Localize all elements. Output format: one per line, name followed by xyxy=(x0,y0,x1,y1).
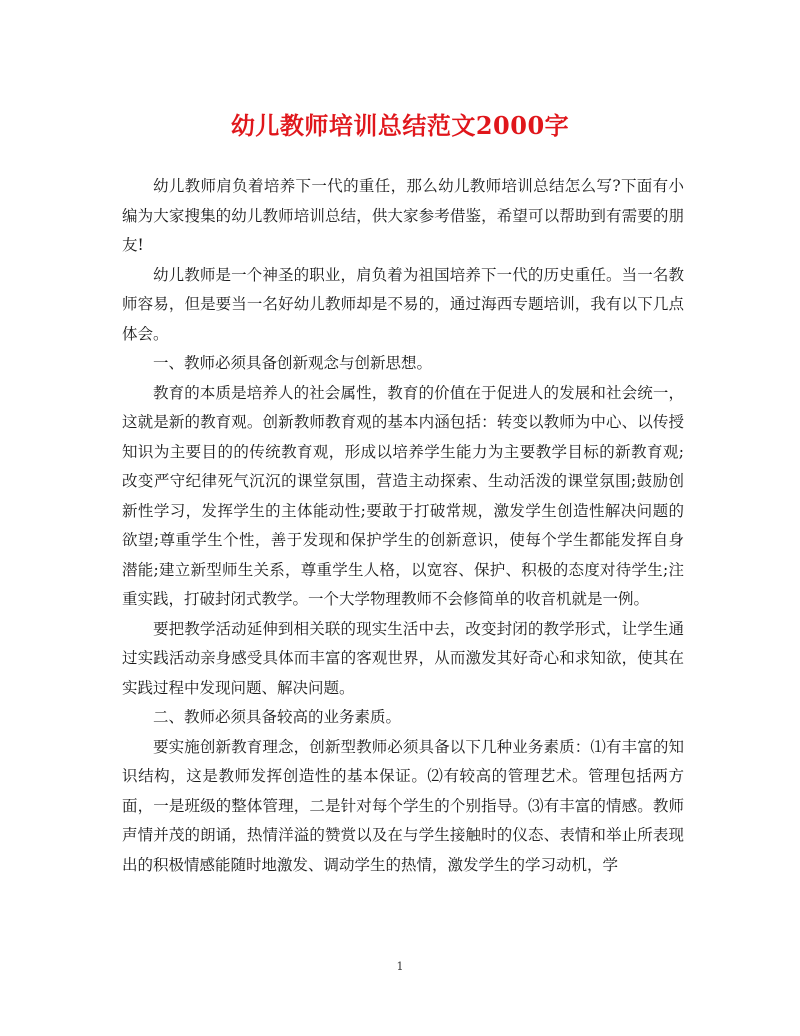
paragraph-practice: 要把教学活动延伸到相关联的现实生活中去，改变封闭的教学形式，让学生通过实践活动亲身感受具体而丰富的客观世界，从而激发其好奇心和求知欲，使其在实践过程中发现问题、解决问题。 xyxy=(122,619,684,697)
document-body xyxy=(122,172,684,880)
paragraph-qualities: 要实施创新教育理念，创新型教师必须具备以下几种业务素质：⑴有丰富的知识结构，这是教师发挥创造性的基本保证。⑵有较高的管理艺术。管理包括两方面，一是班级的整体管理，二是针对每个学生的个别指导。⑶有丰富的情感。教师声情并茂的朗诵，热情洋溢的赞赏以及在与学生接触时的仪态、表情和举止所表现出的积极情感能随时地激发、调动学生的热情，激发学生的学习动机，学 xyxy=(122,737,684,874)
section-heading-1: 一、教师必须具备创新观念与创新思想。 xyxy=(153,354,433,372)
paragraph-profession: 幼儿教师是一个神圣的职业，肩负着为祖国培养下一代的历史重任。当一名教师容易，但是要当一名好幼儿教师却是不易的，通过海西专题培训，我有以下几点体会。 xyxy=(122,265,684,343)
paragraph-education-essence: 教育的本质是培养人的社会属性，教育的价值在于促进人的发展和社会统一，这就是新的教育观。创新教师教育观的基本内涵包括：转变以教师为中心、以传授知识为主要目的的传统教育观，形成以培养学生能力为主要教学目标的新教育观;改变严守纪律死气沉沉的课堂氛围，营造主动探索、生动活泼的课堂氛围;鼓励创新性学习，发挥学生的主体能动性;要敢于打破常规，激发学生创造性解决问题的欲望;尊重学生个性，善于发现和保护学生的创新意识，使每个学生都能发挥自身潜能;建立新型师生关系，尊重学生人格，以宽容、保护、积极的态度对待学生;注重实践，打破封闭式教学。一个大学物理教师不会修简单的收音机就是一例。 xyxy=(122,383,684,608)
document-title: 幼儿教师培训总结范文2000字 xyxy=(230,111,570,140)
page-number: 1 xyxy=(396,960,404,973)
paragraph-intro: 幼儿教师肩负着培养下一代的重任，那么幼儿教师培训总结怎么写?下面有小编为大家搜集的幼儿教师培训总结，供大家参考借鉴，希望可以帮助到有需要的朋友! xyxy=(122,177,684,254)
section-heading-2: 二、教师必须具备较高的业务素质。 xyxy=(153,708,402,726)
